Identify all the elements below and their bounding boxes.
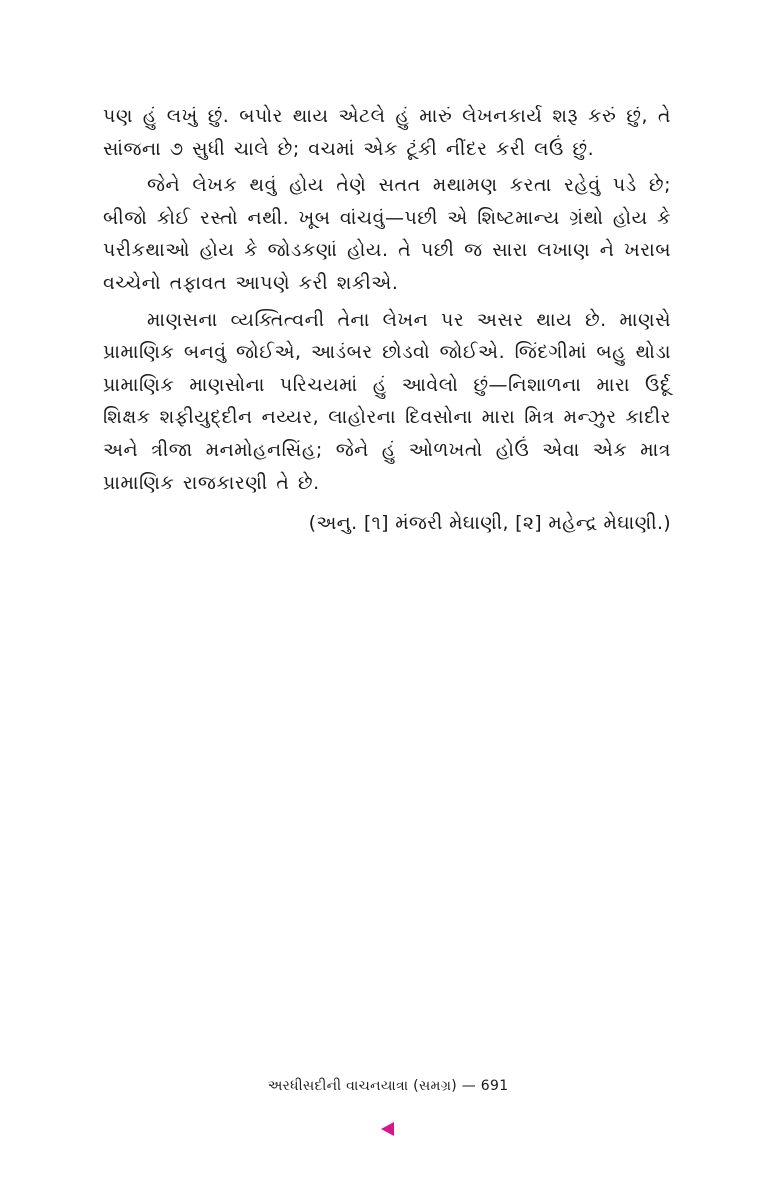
- paragraph-3: માણસના વ્યક્તિત્વની તેના લેખન પર અસર થાય છે. માણસે પ્રામાણિક બનવું જોઈએ, આડંબર છોડવો જોઈએ. જિંદગીમાં બહુ થોડા પ્રામાણિક માણસોના પરિચયમાં હું આવેલો છું—નિશાળના મારા ઉર્દૂ શિક્ષક શફીયુદ્દીન નય્યર, લાહોરના દિવસોના મારા મિત્ર મન્ઝુર કાદીર અને ત્રીજા મનમોહનસિંહ; જેને હું ઓળખતો હોઉં એવા એક માત્ર પ્રામાણિક રાજકારણી તે છે.: [103, 308, 671, 494]
- page-footer: અરધીસદીની વાચનયાત્રા (સમગ્ર) — 691: [267, 1078, 509, 1094]
- paragraph-2: જેને લેખક થવું હોય તેણે સતત મથામણ કરતા રહેવું પડે છે; બીજો કોઈ રસ્તો નથી. ખૂબ વાંચવું—પછી એ શિષ્ટમાન્ય ગ્રંથો હોય કે પરીકથાઓ હોય કે જોડકણાં હોય. તે પછી જ સારા લખાણ ને ખરાબ વચ્ચેનો તફાવત આપણે કરી શકીએ.: [103, 174, 671, 294]
- paragraph-1: પણ હું લખું છું. બપોર થાય એટલે હું મારું લેખનકાર્ય શરૂ કરું છું, તે સાંજના ૭ સુધી ચાલે છે; વચમાં એક ટૂંકી નીંદર કરી લઉં છું.: [103, 105, 671, 160]
- previous-page-arrow-icon[interactable]: [381, 1122, 394, 1136]
- article-body: [103, 100, 671, 539]
- translator-credit: (અનુ. [૧] મંજરી મેઘાણી, [૨] મહેન્દ્ર મેઘાણી.): [308, 512, 671, 535]
